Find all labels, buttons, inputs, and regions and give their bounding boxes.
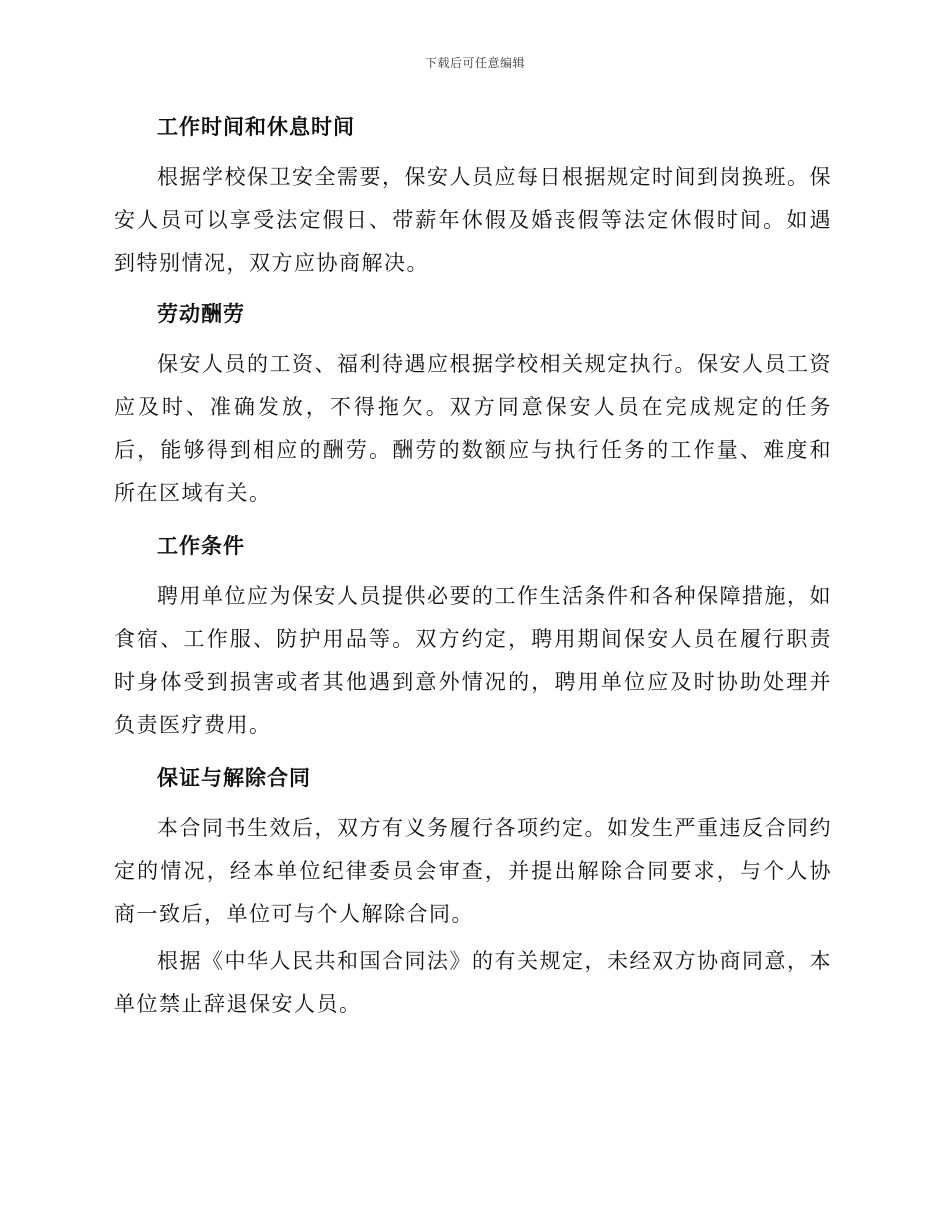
- paragraph: 保安人员的工资、福利待遇应根据学校相关规定执行。保安人员工资应及时、准确发放，不得拖欠。双方同意保安人员在完成规定的任务后，能够得到相应的酬劳。酬劳的数额应与执行任务的工作量、难度和所在区域有关。: [114, 352, 832, 505]
- section-heading: 劳动酬劳: [157, 301, 245, 326]
- paragraph: 聘用单位应为保安人员提供必要的工作生活条件和各种保障措施，如食宿、工作服、防护用品等。双方约定，聘用期间保安人员在履行职责时身体受到损害或者其他遇到意外情况的，聘用单位应及时协助处理并负责医疗费用。: [114, 584, 832, 737]
- paragraph: 根据学校保卫安全需要，保安人员应每日根据规定时间到岗换班。保安人员可以享受法定假日、带薪年休假及婚丧假等法定休假时间。如遇到特别情况，双方应协商解决。: [114, 165, 832, 275]
- section-remuneration: [114, 299, 832, 515]
- section-work-conditions: [114, 531, 832, 747]
- paragraph: 本合同书生效后，双方有义务履行各项约定。如发生严重违反合同约定的情况，经本单位纪律委员会审查，并提出解除合同要求，与个人协商一致后，单位可与个人解除合同。: [114, 816, 832, 926]
- section-heading: 工作条件: [157, 533, 245, 558]
- paragraph: 根据《中华人民共和国合同法》的有关规定，未经双方协商同意，本单位禁止辞退保安人员。: [114, 949, 832, 1016]
- page-header: 下载后可任意编辑: [424, 56, 525, 70]
- document-body: [114, 112, 832, 1030]
- section-work-hours: [114, 112, 832, 285]
- section-heading: 工作时间和休息时间: [157, 114, 355, 139]
- section-heading: 保证与解除合同: [157, 765, 311, 790]
- section-guarantee-termination: [114, 763, 832, 1026]
